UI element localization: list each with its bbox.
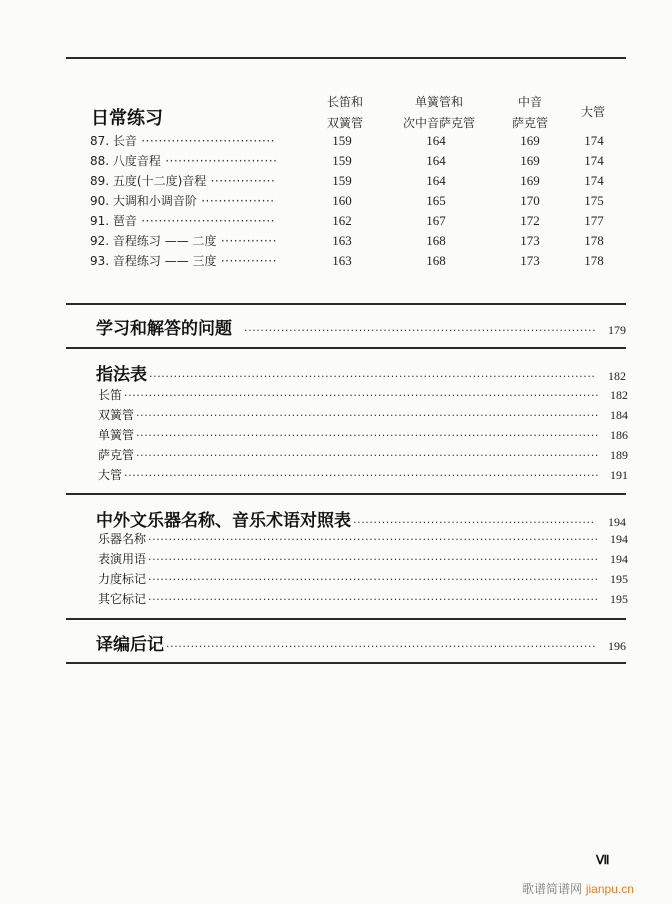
page-flute-oboe: 159 <box>332 173 352 188</box>
dot-leader <box>148 593 598 606</box>
toc-entry-title: 指法表 <box>96 365 147 385</box>
toc-subentry[interactable] <box>98 386 628 403</box>
toc-subentry[interactable] <box>98 590 628 607</box>
page-bassoon: 178 <box>584 233 604 248</box>
page-flute-oboe: 162 <box>332 213 352 228</box>
toc-subentry-page: 195 <box>610 592 628 606</box>
toc-subentry-page: 186 <box>610 428 628 442</box>
page-clarinet: 168 <box>426 233 446 248</box>
dot-leader <box>136 409 598 422</box>
section-rule-3 <box>66 493 626 495</box>
page-clarinet: 168 <box>426 253 446 268</box>
dot-leader <box>124 389 598 402</box>
column-header-flute-oboe <box>310 92 380 134</box>
toc-subentry-title: 单簧管 <box>98 428 135 442</box>
watermark-url: jianpu.cn <box>585 882 634 896</box>
page-alto-sax: 172 <box>520 213 540 228</box>
toc-subentry-title: 表演用语 <box>98 552 147 566</box>
column-header-line2: 次中音萨克管 <box>402 116 475 130</box>
practice-row-label[interactable]: 93. 音程练习 —— 三度 ····· <box>90 251 276 271</box>
page-bassoon: 175 <box>584 193 604 208</box>
dot-leader <box>148 553 598 566</box>
column-header-line1: 单簧管和 <box>414 95 463 109</box>
page-clarinet: 164 <box>426 133 446 148</box>
page-bassoon: 174 <box>584 173 604 188</box>
toc-entry-page: 196 <box>608 639 626 653</box>
dot-leader <box>149 370 596 383</box>
toc-subentry-title: 力度标记 <box>98 572 147 586</box>
column-header-line1: 中音 <box>517 95 542 109</box>
toc-subentry-title: 萨克管 <box>98 448 135 462</box>
section-rule-1 <box>66 303 626 305</box>
page-bassoon: 178 <box>584 253 604 268</box>
practice-row-label[interactable]: 87. 长音 ····· <box>90 131 276 151</box>
page-alto-sax: 169 <box>520 173 540 188</box>
toc-entry-page: 182 <box>608 369 626 383</box>
toc-entry-fingering-charts[interactable] <box>96 360 626 385</box>
page-bassoon: 174 <box>584 133 604 148</box>
toc-entry-title: 中外文乐器名称、音乐术语对照表 <box>96 511 351 531</box>
practice-row-label[interactable]: 92. 音程练习 —— 二度 ····· <box>90 231 276 251</box>
column-header-line2: 萨克管 <box>511 116 548 130</box>
toc-entry-questions[interactable] <box>96 314 626 339</box>
page-flute-oboe: 163 <box>332 233 352 248</box>
dot-leader <box>353 516 596 529</box>
toc-subentry[interactable] <box>98 446 628 463</box>
toc-subentry-page: 189 <box>610 448 628 462</box>
column-header-line2: 双簧管 <box>326 116 363 130</box>
practice-row <box>90 131 630 151</box>
toc-subentry[interactable] <box>98 530 628 547</box>
toc-subentry-title: 长笛 <box>98 388 123 402</box>
practice-row-label[interactable]: 89. 五度(十二度)音程 ····· <box>90 171 276 191</box>
dot-leader <box>136 449 598 462</box>
page-bassoon: 174 <box>584 153 604 168</box>
toc-entry-page: 179 <box>608 323 626 337</box>
page-alto-sax: 169 <box>520 133 540 148</box>
watermark <box>522 880 634 897</box>
dot-leader <box>166 640 596 653</box>
page-clarinet: 165 <box>426 193 446 208</box>
section-rule-5 <box>66 662 626 664</box>
practice-row <box>90 251 630 271</box>
page-flute-oboe: 159 <box>332 133 352 148</box>
page-clarinet: 164 <box>426 153 446 168</box>
toc-subentry[interactable] <box>98 466 628 483</box>
practice-row-label[interactable]: 88. 八度音程 ····· <box>90 151 276 171</box>
top-rule <box>66 57 626 59</box>
practice-row <box>90 171 630 191</box>
dot-leader <box>148 533 598 546</box>
toc-entry-title: 学习和解答的问题 <box>96 319 232 339</box>
column-header-alto-sax <box>500 92 560 134</box>
toc-subentry[interactable] <box>98 570 628 587</box>
page-alto-sax: 170 <box>520 193 540 208</box>
toc-entry-title: 译编后记 <box>96 635 164 655</box>
column-header-line1: 长笛和 <box>326 95 363 109</box>
page-alto-sax: 169 <box>520 153 540 168</box>
page-flute-oboe: 160 <box>332 193 352 208</box>
dot-leader <box>244 324 596 337</box>
practice-row <box>90 211 630 231</box>
daily-practice-title: 日常练习 <box>91 108 163 129</box>
toc-subentry[interactable] <box>98 406 628 423</box>
section-rule-2 <box>66 347 626 349</box>
toc-subentry[interactable] <box>98 550 628 567</box>
page-clarinet: 164 <box>426 173 446 188</box>
toc-entry-page: 194 <box>608 515 626 529</box>
practice-row <box>90 151 630 171</box>
practice-row-label[interactable]: 91. 琶音 ····· <box>90 211 276 231</box>
dot-leader <box>136 429 598 442</box>
toc-subentry-page: 194 <box>610 552 628 566</box>
toc-subentry-title: 乐器名称 <box>98 532 147 546</box>
practice-row <box>90 191 630 211</box>
page-clarinet: 167 <box>426 213 446 228</box>
practice-row-label[interactable]: 90. 大调和小调音阶 ····· <box>90 191 276 211</box>
toc-subentry-title: 其它标记 <box>98 592 147 606</box>
column-header-clarinet-tenor-sax <box>384 92 494 134</box>
page-alto-sax: 173 <box>520 233 540 248</box>
section-rule-4 <box>66 618 626 620</box>
toc-entry-afterword[interactable] <box>96 630 626 655</box>
page-flute-oboe: 159 <box>332 153 352 168</box>
page-folio: Ⅶ <box>596 853 610 867</box>
toc-subentry-page: 184 <box>610 408 628 422</box>
dot-leader <box>148 573 598 586</box>
page-flute-oboe: 163 <box>332 253 352 268</box>
column-header-bassoon <box>568 102 618 123</box>
toc-subentry-page: 194 <box>610 532 628 546</box>
toc-subentry-page: 195 <box>610 572 628 586</box>
toc-subentry-title: 大管 <box>98 468 123 482</box>
dot-leader <box>124 469 598 482</box>
watermark-text: 歌谱简谱网 <box>522 882 583 896</box>
toc-entry-terminology[interactable] <box>96 506 626 531</box>
practice-row <box>90 231 630 251</box>
page-alto-sax: 173 <box>520 253 540 268</box>
page-bassoon: 177 <box>584 213 604 228</box>
column-header-line1: 大管 <box>580 105 605 119</box>
toc-subentry-page: 182 <box>610 388 628 402</box>
toc-subentry-page: 191 <box>610 468 628 482</box>
toc-subentry-title: 双簧管 <box>98 408 135 422</box>
toc-subentry[interactable] <box>98 426 628 443</box>
